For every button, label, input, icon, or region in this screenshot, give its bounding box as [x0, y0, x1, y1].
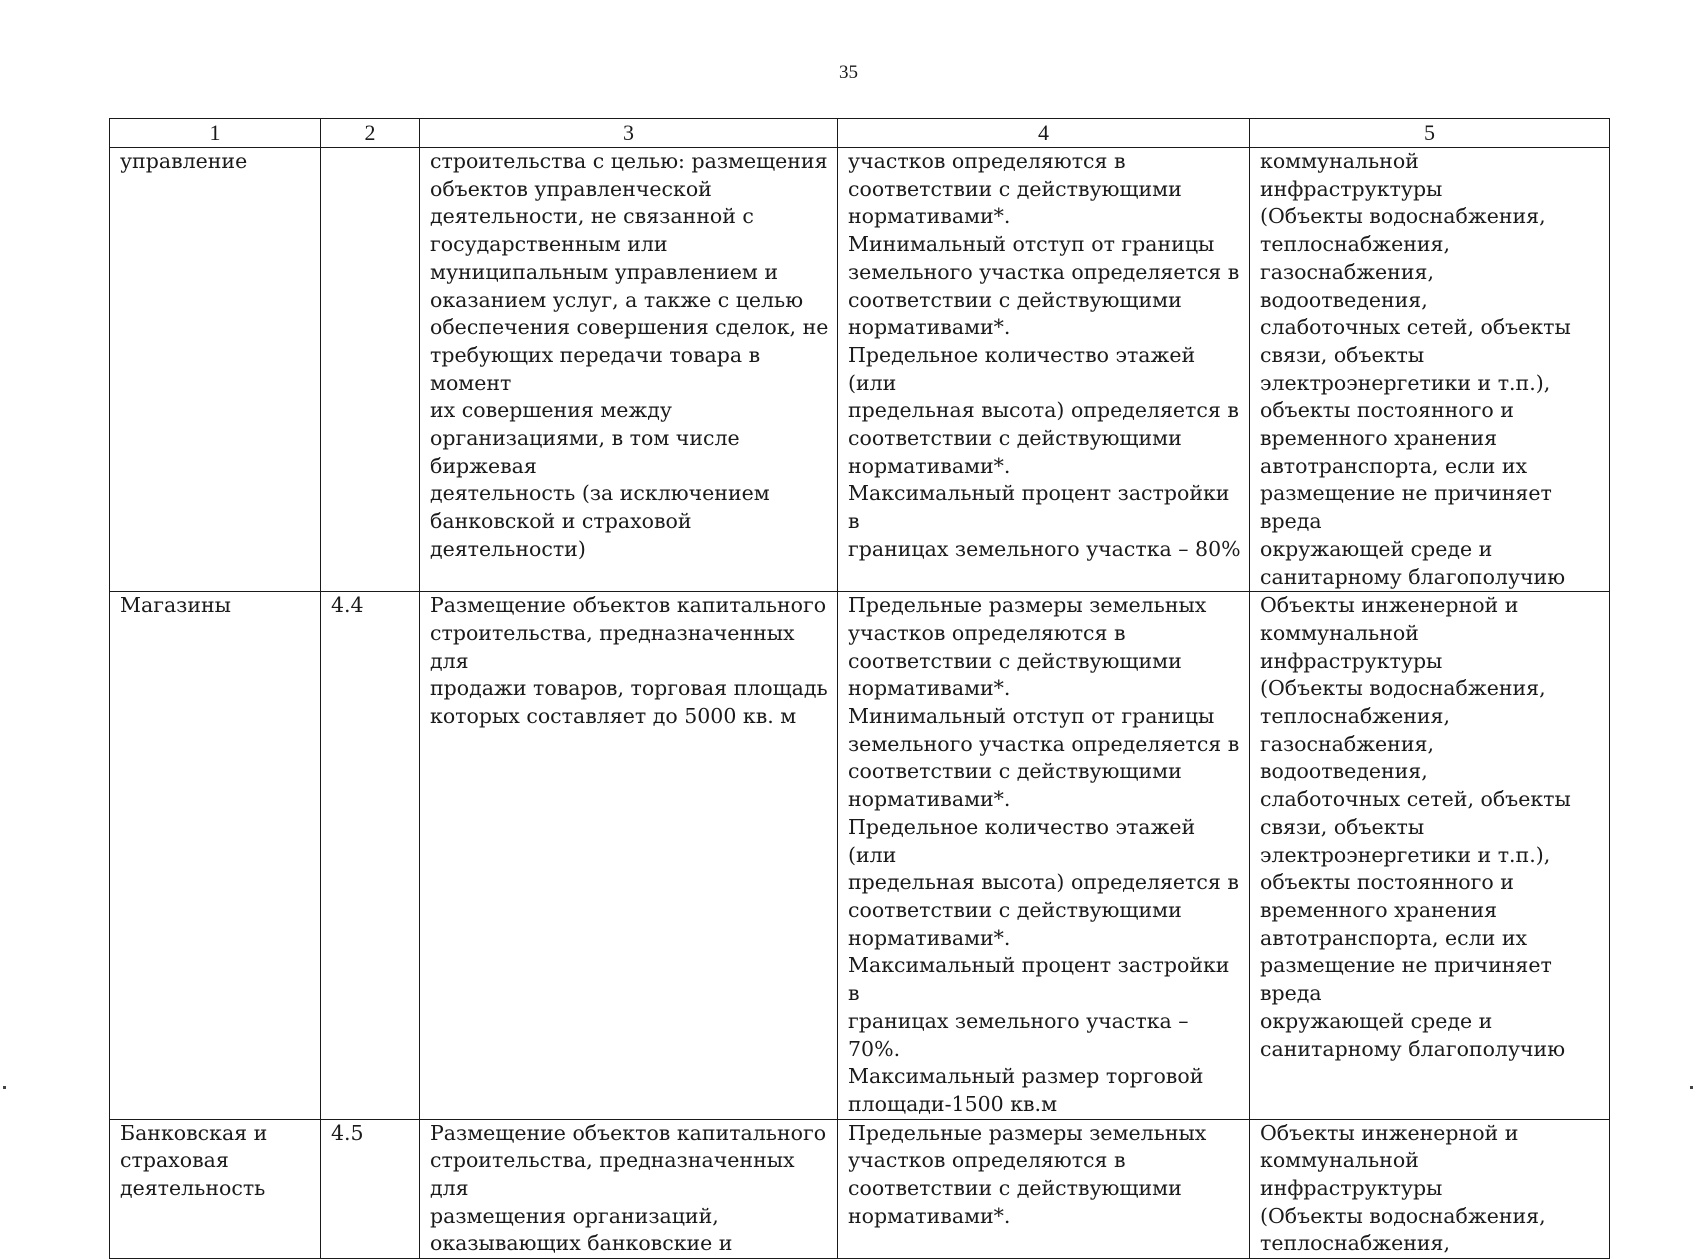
use-name-cell: Магазины: [110, 592, 321, 1119]
parameters-cell: [838, 1119, 1250, 1259]
auxiliary-uses-text: Объекты инженерной и коммунальной инфраструктуры (Объекты водоснабжения, теплоснабжения,: [1260, 1120, 1546, 1256]
use-description-cell: [420, 1119, 838, 1259]
parameters-text: Предельные размеры земельных участков определяются в соответствии с действующими нормативами*.: [848, 1120, 1207, 1228]
auxiliary-uses-cell: [1250, 1119, 1610, 1259]
column-header-4: 4: [838, 119, 1250, 148]
use-name-cell: [110, 148, 321, 592]
parameters-cell: Предельные размеры земельных участков определяются в соответствии с действующими нормативами*. Минимальный отступ от границы земельного участка определяется в соответствии с действующими нормативами*. Предельное количество этажей (или предельная высота) определяется в соответствии с действующими нормативами*. Максимальный процент застройки в границах земельного участка – 70%. Максимальный размер торговой площади-1500 кв.м: [838, 592, 1250, 1119]
auxiliary-uses-cell: [1250, 148, 1610, 592]
scan-edge-mark-left: [3, 1086, 6, 1089]
use-description-cell: Размещение объектов капитального строительства, предназначенных для продажи товаров, торговая площадь которых составляет до 5000 кв. м: [420, 592, 838, 1119]
column-header-2: 2: [321, 119, 420, 148]
use-code-text: [331, 148, 413, 591]
parameters-cell: [838, 148, 1250, 592]
column-header-5: 5: [1250, 119, 1610, 148]
parameters-text: участков определяются в соответствии с действующими нормативами*. Минимальный отступ от границы земельного участка определяется в соответствии с действующими нормативами*. Предельное количество этажей (или предельная высота) определяется в соответствии с действующими нормативами*. Максимальный процент застройки в границах земельного участка – 80%: [848, 149, 1241, 561]
table-row: [110, 1119, 1610, 1259]
land-use-table: [109, 118, 1610, 1259]
use-code-cell: [321, 1119, 420, 1259]
column-header-1: 1: [110, 119, 321, 148]
use-description-cell: [420, 148, 838, 592]
scan-edge-mark-right: [1690, 1086, 1693, 1089]
column-header-3: 3: [420, 119, 838, 148]
auxiliary-uses-text: коммунальной инфраструктуры (Объекты водоснабжения, теплоснабжения, газоснабжения, водоотведения, слаботочных сетей, объекты связи, объекты электроэнергетики и т.п.), объекты постоянного и временного хранения автотранспорта, если их размещение не причиняет вреда окружающей среде и санитарному благополучию: [1260, 149, 1571, 589]
use-name-text: управление: [120, 149, 248, 173]
use-description-text: Размещение объектов капитального строительства, предназначенных для размещения организаций, оказывающих банковские и: [430, 1120, 827, 1256]
auxiliary-uses-cell: Объекты инженерной и коммунальной инфраструктуры (Объекты водоснабжения, теплоснабжения, газоснабжения, водоотведения, слаботочных сетей, объекты связи, объекты электроэнергетики и т.п.), объекты постоянного и временного хранения автотранспорта, если их размещение не причиняет вреда окружающей среде и санитарному благополучию: [1250, 592, 1610, 1119]
page-number: 35: [839, 62, 858, 83]
use-name-text: Банковская и страховая деятельность: [120, 1120, 268, 1201]
use-code-cell: [321, 148, 420, 592]
use-code-text: 4.5: [331, 1120, 364, 1145]
table-header-row: [110, 119, 1610, 148]
use-name-cell: [110, 1119, 321, 1259]
use-code-cell: 4.4: [321, 592, 420, 1119]
table-row: [110, 592, 1610, 1119]
use-description-text: строительства с целью: размещения объектов управленческой деятельности, не связанной с государственным или муниципальным управлением и оказанием услуг, а также с целью обеспечения совершения сделок, не требующих передачи товара в момент их совершения между организациями, в том числе биржевая деятельность (за исключением банковской и страховой деятельности): [430, 149, 829, 561]
table-row: [110, 148, 1610, 592]
